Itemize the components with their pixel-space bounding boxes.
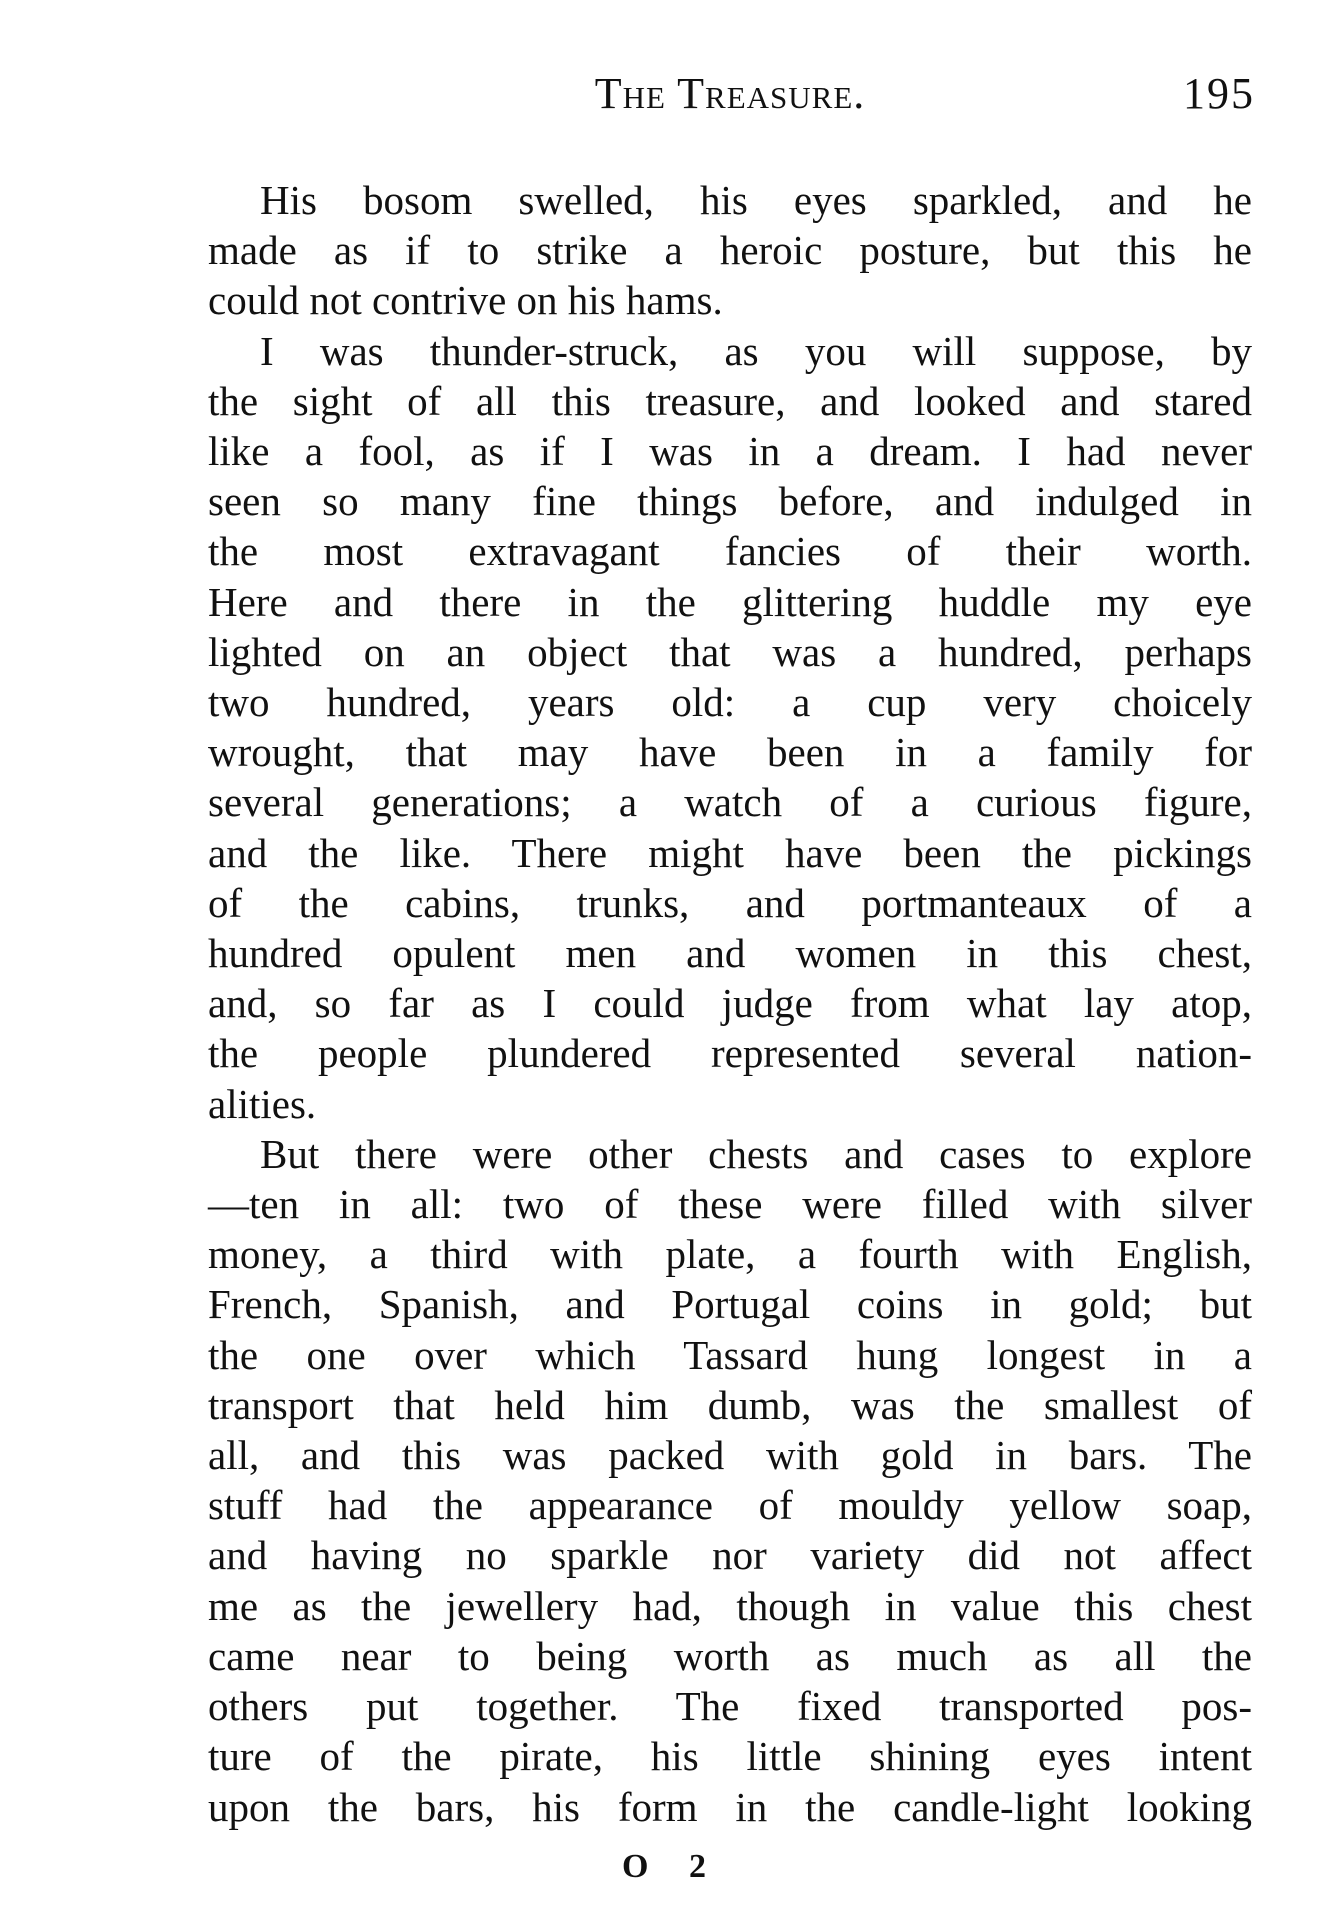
signature-mark: O 2 — [622, 1848, 722, 1885]
text-line: the people plundered represented several nation- — [208, 1030, 1252, 1077]
text-line: His bosom swelled, his eyes sparkled, and he — [260, 177, 1252, 223]
text-line: several generations; a watch of a curious figure, — [208, 779, 1252, 826]
text-line: the sight of all this treasure, and looked and stared — [208, 377, 1252, 424]
text-line: lighted on an object that was a hundred, perhaps — [208, 628, 1252, 675]
running-title: The Treasure. — [594, 69, 866, 118]
text-line: But there were other chests and cases to explore — [260, 1130, 1252, 1177]
paragraph — [208, 175, 1252, 326]
text-line: transport that held him dumb, was the smallest of — [208, 1381, 1252, 1428]
text-line: and having no sparkle nor variety did not affect — [208, 1532, 1252, 1579]
paragraph — [208, 1129, 1252, 1832]
text-line: the one over which Tassard hung longest in a — [208, 1331, 1252, 1378]
text-line: the most extravagant fancies of their worth. — [208, 528, 1252, 575]
text-line: me as the jewellery had, though in value this chest — [208, 1582, 1252, 1629]
text-line: money, a third with plate, a fourth with English, — [208, 1231, 1252, 1278]
text-line: hundred opulent men and women in this chest, — [208, 930, 1252, 977]
paragraph — [208, 326, 1252, 1129]
text-line: alities. — [208, 1080, 317, 1127]
text-line: made as if to strike a heroic posture, but this he — [208, 227, 1252, 274]
text-line: upon the bars, his form in the candle-light looking — [208, 1783, 1252, 1830]
text-line: Here and there in the glittering huddle my eye — [208, 578, 1252, 625]
text-line: wrought, that may have been in a family for — [208, 729, 1252, 776]
text-line: could not contrive on his hams. — [208, 277, 723, 324]
text-line: seen so many fine things before, and indulged in — [208, 478, 1252, 525]
text-line: all, and this was packed with gold in bars. The — [208, 1432, 1252, 1479]
text-line: ture of the pirate, his little shining eyes intent — [208, 1733, 1252, 1780]
text-line: came near to being worth as much as all the — [208, 1632, 1252, 1679]
text-line: —ten in all: two of these were filled with silver — [208, 1181, 1252, 1228]
text-line: French, Spanish, and Portugal coins in gold; but — [208, 1281, 1252, 1328]
page-number: 195 — [1183, 69, 1255, 118]
text-line: of the cabins, trunks, and portmanteaux of a — [208, 879, 1252, 926]
text-line: and the like. There might have been the pickings — [208, 829, 1252, 876]
page-header — [205, 64, 1255, 124]
text-line: and, so far as I could judge from what lay atop, — [208, 980, 1252, 1027]
body-text — [208, 175, 1252, 1832]
text-line: I was thunder-struck, as you will suppose, by — [260, 327, 1252, 374]
text-line: stuff had the appearance of mouldy yellow soap, — [208, 1482, 1252, 1529]
text-line: two hundred, years old: a cup very choicely — [208, 679, 1252, 726]
text-line: like a fool, as if I was in a dream. I had never — [208, 428, 1252, 475]
text-line: others put together. The fixed transported pos- — [208, 1683, 1252, 1730]
